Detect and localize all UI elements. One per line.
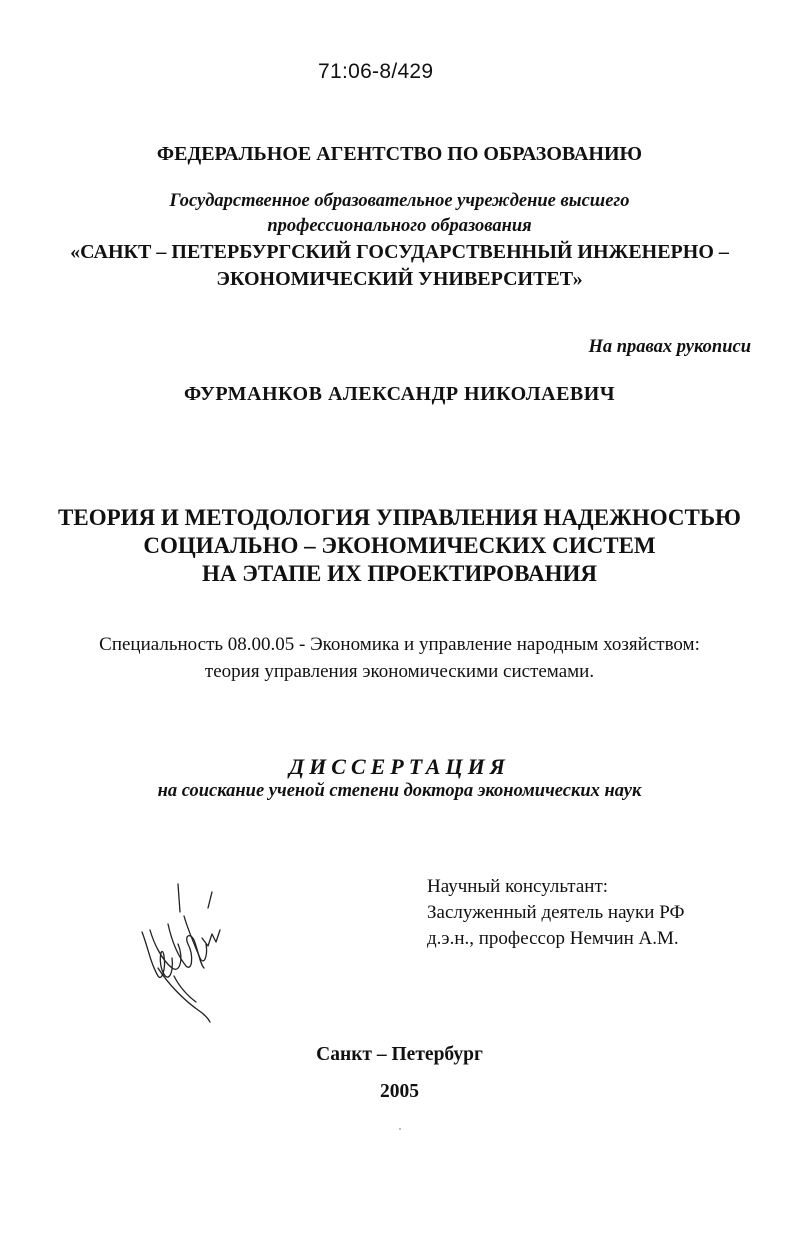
- signature-stroke: [208, 892, 212, 908]
- institution-line-2: профессионального образования: [267, 216, 532, 236]
- agency-heading: ФЕДЕРАЛЬНОЕ АГЕНТСТВО ПО ОБРАЗОВАНИЮ: [156, 143, 643, 165]
- title-line-1: ТЕОРИЯ И МЕТОДОЛОГИЯ УПРАВЛЕНИЯ НАДЕЖНОСТЬЮ: [58, 505, 741, 530]
- degree-description: на соискание ученой степени доктора экономических наук: [157, 781, 642, 801]
- year: 2005: [380, 1081, 419, 1102]
- signature-stroke: [168, 924, 204, 968]
- consultant-title: Заслуженный деятель науки РФ: [427, 902, 685, 923]
- catalog-number: 71:06-8/429: [318, 60, 434, 83]
- university-name-line-1: «САНКТ – ПЕТЕРБУРГСКИЙ ГОСУДАРСТВЕННЫЙ ИНЖЕНЕРНО –: [70, 241, 729, 263]
- signature-image: [128, 872, 248, 1032]
- signature-stroke: [202, 930, 220, 946]
- institution-line-1: Государственное образовательное учреждение высшего: [169, 191, 630, 211]
- university-name-line-2: ЭКОНОМИЧЕСКИЙ УНИВЕРСИТЕТ»: [216, 268, 583, 290]
- scan-speck: [399, 1128, 401, 1130]
- signature-stroke: [184, 916, 207, 961]
- title-line-2: СОЦИАЛЬНО – ЭКОНОМИЧЕСКИХ СИСТЕМ: [143, 533, 656, 558]
- specialty-line-2: теория управления экономическими системами.: [204, 661, 595, 682]
- consultant-name: д.э.н., профессор Немчин А.М.: [427, 928, 679, 949]
- author-name: ФУРМАНКОВ АЛЕКСАНДР НИКОЛАЕВИЧ: [184, 383, 615, 405]
- specialty-line-1: Специальность 08.00.05 - Экономика и управление народным хозяйством:: [99, 634, 700, 655]
- dissertation-label: ДИССЕРТАЦИЯ: [289, 754, 510, 779]
- consultant-heading: Научный консультант:: [427, 876, 609, 897]
- title-line-3: НА ЭТАПЕ ИХ ПРОЕКТИРОВАНИЯ: [202, 561, 597, 586]
- signature-stroke: [178, 884, 180, 912]
- city: Санкт – Петербург: [316, 1044, 483, 1065]
- signature-stroke: [142, 932, 172, 977]
- manuscript-rights-note: На правах рукописи: [588, 337, 751, 357]
- signature-stroke: [174, 976, 196, 1002]
